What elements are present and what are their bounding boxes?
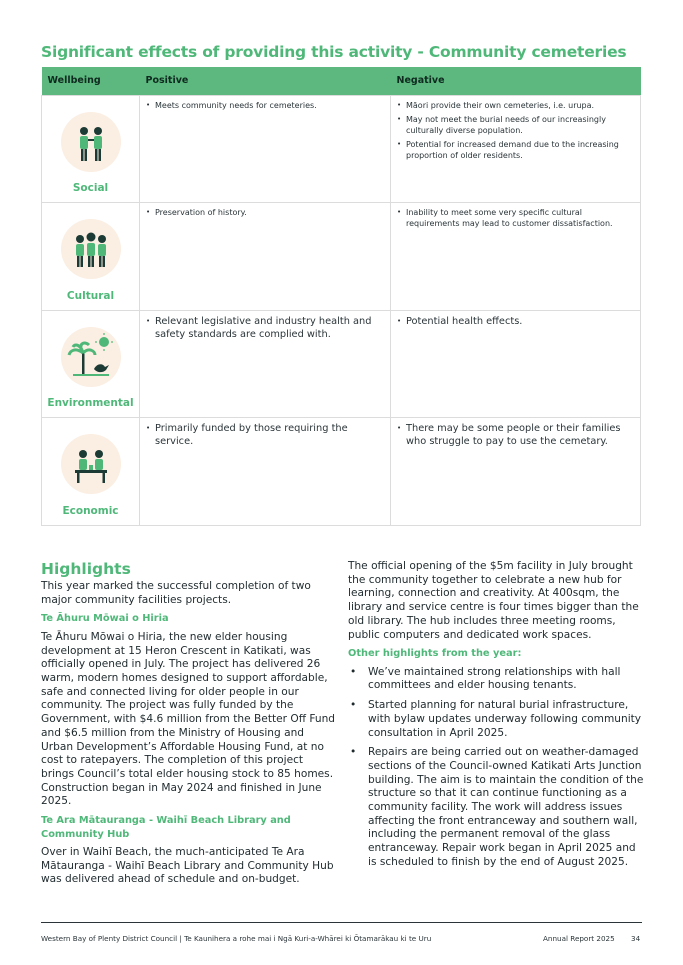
negative-cell — [391, 203, 641, 311]
header-wellbeing: Wellbeing — [42, 67, 140, 95]
wellbeing-cell — [42, 418, 140, 526]
list-item: • Primarily funded by those requiring the service. — [146, 422, 384, 448]
effects-table — [41, 67, 641, 526]
positive-cell — [140, 418, 391, 526]
table-row — [42, 95, 641, 203]
highlights-heading: Highlights — [41, 560, 131, 578]
list-item: • We’ve maintained strong relationships with hall committees and elder housing tenants. — [348, 666, 644, 693]
three-people-icon — [61, 219, 121, 279]
people-at-table-icon — [61, 434, 121, 494]
footer-divider — [41, 922, 642, 923]
table-row — [42, 310, 641, 418]
positive-cell — [140, 310, 391, 418]
list-item: • Potential for increased demand due to the increasing proportion of older residents. — [397, 139, 634, 161]
header-negative: Negative — [391, 67, 641, 95]
paragraph-library-hub: Over in Waihī Beach, the much-anticipated Te Ara Mātauranga - Waihī Beach Library and Community Hub was delivered ahead of schedule and on-budget. — [41, 846, 334, 886]
positive-cell — [140, 203, 391, 311]
palm-tree-sun-bird-icon — [61, 327, 121, 387]
table-row — [42, 203, 641, 311]
wellbeing-cell — [42, 310, 140, 418]
list-item: • May not meet the burial needs of our increasingly culturally diverse population. — [397, 114, 634, 136]
footer-page-number: 34 — [631, 934, 641, 943]
other-highlights-list — [348, 666, 644, 870]
highlights-intro: This year marked the successful completion of two major community facilities projects. — [41, 580, 311, 606]
list-item: • Potential health effects. — [397, 315, 634, 328]
wellbeing-cell — [42, 203, 140, 311]
list-item: • Māori provide their own cemeteries, i.e. urupa. — [397, 100, 634, 111]
highlights-right-column — [348, 560, 644, 876]
wellbeing-label: Cultural — [66, 289, 115, 302]
wellbeing-cell — [42, 95, 140, 203]
footer-report-title: Annual Report 2025 — [543, 934, 615, 943]
paragraph-library-opening: The official opening of the $5m facility in July brought the community together to celebrate a new hub for learning, connection and creativity. At 400sqm, the library and service centre is four times bigger than the old library. The hub includes three meeting rooms, public computers and dedicated work spaces. — [348, 560, 639, 641]
list-item: • Inability to meet some very specific cultural requirements may lead to customer dissatisfaction. — [397, 207, 634, 229]
wellbeing-label: Social — [72, 182, 109, 194]
footer-council-name: Western Bay of Plenty District Council | Te Kaunihera a rohe mai i Ngā Kuri-a-Whārei ki Ōtamarākau ki te Uru — [41, 934, 432, 943]
subheading-other-highlights: Other highlights from the year: — [348, 648, 522, 660]
header-positive: Positive — [140, 67, 391, 95]
list-item: • There may be some people or their families who struggle to pay to use the cemetary. — [397, 422, 634, 448]
table-row — [42, 418, 641, 526]
subheading-library-hub: Te Ara Mātauranga - Waihī Beach Library and Community Hub — [41, 815, 291, 840]
positive-cell — [140, 95, 391, 203]
list-item: • Meets community needs for cemeteries. — [146, 100, 384, 111]
wellbeing-label: Environmental — [47, 397, 134, 409]
highlights-left-column — [41, 560, 337, 891]
negative-cell — [391, 418, 641, 526]
table-header-row — [42, 67, 641, 95]
paragraph-elder-housing: Te Āhuru Mōwai o Hiria, the new elder housing development at 15 Heron Crescent in Katikati, was officially opened in July. The project has delivered 26 warm, modern homes designed to support affordable, safe and connected living for older people in our community. The project was fully funded by the Government, with $4.6 million from the Better Off Fund and $6.5 million from the Ministry of Housing and Urban Development’s Affordable Housing Fund, at no cost to ratepayers. The completion of this project brings Council’s total elder housing stock to 85 homes. Construction began in May 2024 and finished in June 2025. — [41, 630, 336, 808]
list-item: • Preservation of history. — [146, 207, 384, 218]
negative-cell — [391, 95, 641, 203]
negative-cell — [391, 310, 641, 418]
two-people-icon — [61, 112, 121, 172]
list-item: • Started planning for natural burial infrastructure, with bylaw updates underway following community consultation in April 2025. — [348, 699, 644, 740]
wellbeing-label: Economic — [62, 504, 119, 517]
list-item: • Relevant legislative and industry health and safety standards are complied with. — [146, 315, 384, 341]
page-title: Significant effects of providing this activity - Community cemeteries — [41, 43, 627, 61]
list-item: • Repairs are being carried out on weather-damaged sections of the Council-owned Katikati Arts Junction building. The aim is to maintain the condition of the structure so that it can continue functioning as a community facility. The work will address issues affecting the front entranceway and southern wall, including the permanent removal of the glass entranceway. Repair work began in April 2025 and is scheduled to finish by the end of August 2025. — [348, 746, 644, 869]
subheading-elder-housing: Te Āhuru Mōwai o Hiria — [41, 613, 169, 625]
